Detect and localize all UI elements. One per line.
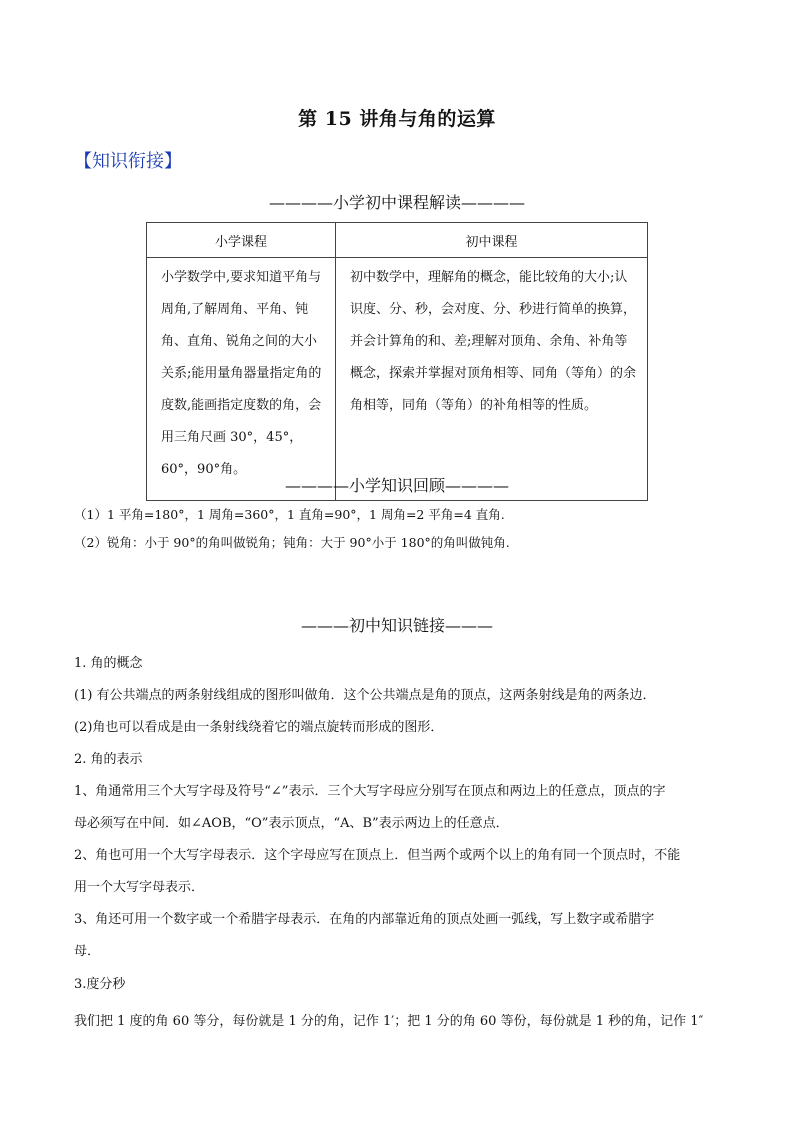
table-cell-primary: 小学数学中,要求知道平角与周角,了解周角、平角、钝角、直角、锐角之间的大小关系;能用量角器量指定角的度数,能画指定度数的角，会用三角尺画 30°，45°，60°，90°角。	[147, 258, 336, 501]
line-dms-heading: 3.度分秒	[74, 977, 126, 992]
line-angle-definition-2: (2)角也可以看成是由一条射线绕着它的端点旋转而形成的图形．	[74, 720, 444, 735]
course-comparison-table	[146, 222, 648, 501]
line-notation-3a: 3、角还可用一个数字或一个希腊字母表示．在角的内部靠近角的顶点处画一弧线，写上数字或希腊字	[74, 912, 655, 927]
page-title: 第 15 讲角与角的运算	[298, 108, 496, 130]
heading-junior-links: ———初中知识链接———	[300, 616, 493, 635]
line-angle-notation-heading: 2. 角的表示	[74, 752, 143, 767]
line-notation-1b: 母必须写在中间．如∠AOB，“O”表示顶点，“A、B”表示两边上的任意点．	[74, 816, 509, 831]
line-notation-2b: 用一个大写字母表示．	[74, 880, 205, 895]
review-line-1: （1）1 平角=180°，1 周角=360°，1 直角=90°，1 周角=2 平角=4 直角.	[74, 507, 505, 522]
heading-primary-review: ————小学知识回顾————	[284, 476, 509, 495]
review-line-2: （2）锐角：小于 90°的角叫做锐角；钝角：大于 90°小于 180°的角叫做钝角.	[74, 535, 510, 550]
section-label: 【知识衔接】	[74, 151, 182, 172]
table-cell-junior: 初中数学中，理解角的概念，能比较角的大小;认识度、分、秒，会对度、分、秒进行简单的换算，并会计算角的和、差;理解对顶角、余角、补角等概念，探索并掌握对顶角相等、同角（等角）的余角相等，同角（等角）的补角相等的性质。	[336, 258, 648, 501]
line-angle-definition-1: (1) 有公共端点的两条射线组成的图形叫做角．这个公共端点是角的顶点，这两条射线是角的两条边．	[74, 688, 656, 703]
line-angle-concept-heading: 1. 角的概念	[74, 656, 143, 671]
table-header-junior: 初中课程	[336, 223, 648, 258]
table-row	[147, 258, 648, 501]
line-notation-2a: 2、角也可用一个大写字母表示．这个字母应写在顶点上．但当两个或两个以上的角有同一个顶点时，不能	[74, 848, 681, 863]
heading-course-comparison: ————小学初中课程解读————	[268, 193, 525, 212]
table-header-row	[147, 223, 648, 258]
line-dms-definition: 我们把 1 度的角 60 等分，每份就是 1 分的角，记作 1′；把 1 分的角 60 等份，每份就是 1 秒的角，记作 1″	[74, 1014, 704, 1029]
table-header-primary: 小学课程	[147, 223, 336, 258]
line-notation-1a: 1、角通常用三个大写字母及符号“∠”表示．三个大写字母应分别写在顶点和两边上的任意点，顶点的字	[74, 784, 666, 799]
line-notation-3b: 母．	[74, 944, 101, 959]
